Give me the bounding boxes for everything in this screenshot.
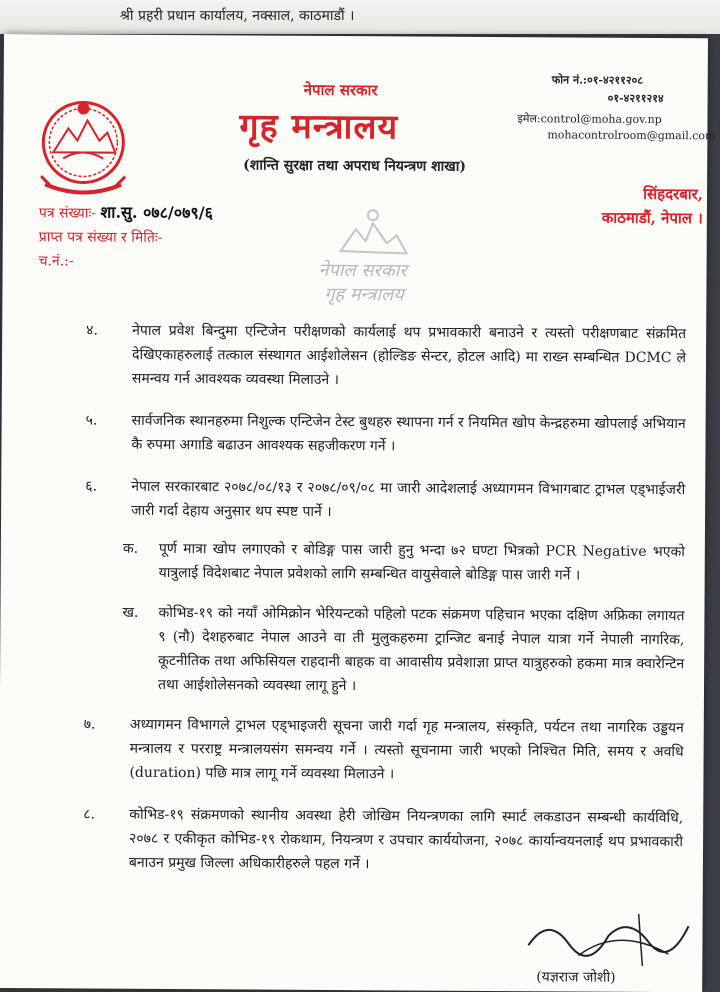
government-heading: नेपाल सरकार bbox=[303, 80, 378, 100]
underlying-document-text: श्री प्रहरी प्रधान कार्यालय, नक्साल, काठमाडौं । bbox=[120, 8, 355, 24]
phone-number-1: ०१-४२११२०८ bbox=[586, 73, 644, 87]
list-item bbox=[85, 475, 685, 527]
received-letter-label: प्राप्त पत्र संख्या र मितिः- bbox=[38, 229, 163, 246]
handwritten-signature-icon bbox=[518, 905, 698, 976]
sub-item-number: क. bbox=[122, 540, 139, 557]
list-item bbox=[85, 409, 685, 461]
item-text: सार्वजनिक स्थानहरुमा निशुल्क एन्टिजेन टेस्ट बुथहरु स्थापना गर्न र नियमित खोप केन्द्रहरुमा खोपलाई अभियान कै रुपमा अगाडि बढाउन आवश्यक सहजीकरण गर्ने । bbox=[131, 412, 686, 455]
letter-sheet bbox=[0, 34, 716, 992]
watermark-text-2: गृह मन्त्रालय bbox=[324, 283, 404, 306]
list-item bbox=[83, 802, 683, 878]
item-text: नेपाल सरकारबाट २०७८/०८/१३ र २०७८/०९/०८ मा जारी आदेशलाई अध्यागमन विभागबाट ट्राभल एड्भाईजरी जारी गर्दा देहाय अनुसार थप स्पष्ट पार्ने । bbox=[131, 478, 686, 521]
letter-number-label: पत्र संख्याः- bbox=[38, 205, 97, 222]
item-number: ७. bbox=[83, 716, 96, 733]
sub-list-item bbox=[122, 601, 685, 700]
letter-body bbox=[83, 319, 686, 897]
phone-label: फोन नं.: bbox=[551, 73, 588, 87]
signatory-name: (यज्ञराज जोशी) bbox=[536, 969, 616, 986]
item-number: ४. bbox=[86, 322, 98, 339]
watermark-text-1: नेपाल सरकार bbox=[318, 259, 407, 282]
item-number: ५. bbox=[85, 412, 98, 429]
phone-block bbox=[552, 71, 664, 108]
division-subtitle: (शान्ति सुरक्षा तथा अपराध नियन्त्रण शाखा) bbox=[243, 157, 467, 175]
address-line-2: काठमाडौं, नेपाल । bbox=[601, 208, 703, 228]
list-item bbox=[86, 319, 686, 395]
email-address-1: control@moha.gov.np bbox=[540, 112, 662, 127]
ministry-title: गृह मन्त्रालय bbox=[239, 106, 399, 148]
item-number: ६. bbox=[85, 478, 98, 495]
item-text: अध्यागमन विभागले ट्राभल एड्भाइजरी सूचना जारी गर्दा गृह मन्त्रालय, संस्कृति, पर्यटन तथा नागरिक उड्डयन मन्त्रालय र परराष्ट्र मन्त्रालयसंग समन्वय गर्ने । त्यस्तो सूचनामा जारी भएको निश्चित मिति, समय र अवधि (duration) पछि मात्र लागू गर्ने व्यवस्था मिलाउने । bbox=[129, 716, 684, 783]
item-text: कोभिड-१९ संक्रमणको स्थानीय अवस्था हेरी जोखिम नियन्त्रणका लागि स्मार्ट लकडाउन सम्बन्धी कार्यविधि, २०७८ र एकीकृत कोभिड-१९ रोकथाम, नियन्त्रण र उपचार कार्ययोजना, २०७८ कार्यान्वयनलाई थप प्रभावकारी बनाउन प्रमुख जिल्ला अधिकारीहरुले पहल गर्ने । bbox=[128, 806, 684, 873]
email-address-2: mohacontrolroom@gmail.com bbox=[547, 128, 716, 143]
reference-meta bbox=[39, 200, 213, 274]
email-label: इमेल: bbox=[517, 112, 541, 126]
nepal-emblem-icon bbox=[33, 88, 134, 207]
dispatch-number-label: च.नं.:- bbox=[38, 253, 74, 270]
address-block bbox=[563, 181, 703, 230]
letter-number-value: शा.सु. ०७८/०७९/६ bbox=[100, 202, 214, 223]
item-number: ८. bbox=[83, 806, 96, 823]
sub-item-text: कोभिड-१९ को नयाँ ओमिक्रोन भेरियन्टको पहिलो पटक संक्रमण पहिचान भएका दक्षिण अफ्रिका लगायत ९ (नौ) देशहरुबाट नेपाल आउने वा ती मुलुकहरुमा ट्रान्जिट बनाई नेपाल यात्रा गर्ने नेपाली नागरिक, कूटनीतिक तथा अफिसियल राहदानी बाहक वा आवासीय प्रवेशाज्ञा प्राप्त यात्रुहरुको हकमा मात्र क्वारेन्टिन तथा आईशोलेसनको व्यवस्था लागू हुने । bbox=[157, 604, 685, 695]
sub-item-text: पूर्ण मात्रा खोप लगाएको र बोडिङ्ग पास जारी हुनु भन्दा ७२ घण्टा भित्रको PCR Negative भएको यात्रुलाई विदेशबाट नेपाल प्रवेशको लागि सम्बन्धित वायुसेवाले बोडिङ्ग पास जारी गर्ने । bbox=[158, 540, 685, 584]
item-text: नेपाल प्रवेश बिन्दुमा एन्टिजेन परीक्षणको कार्यलाई थप प्रभावकारी बनाउने र त्यस्तो परीक्षणबाट संक्रमित देखिएकाहरुलाई तत्काल संस्थागत आईशोलेसन (होल्डिङ सेन्टर, होटल आदि) मा राख्न सम्बन्धित DCMC ले समन्वय गर्न आवश्यक व्यवस्था मिलाउने । bbox=[131, 322, 687, 389]
address-line-1: सिंहदरबार, bbox=[643, 184, 704, 204]
list-item bbox=[83, 713, 683, 789]
underlying-document-strip bbox=[0, 0, 720, 34]
sub-list-item bbox=[123, 537, 685, 588]
sub-item-number: ख. bbox=[122, 604, 139, 621]
phone-number-2: ०१-४२११२१४ bbox=[607, 91, 664, 106]
email-block bbox=[517, 111, 715, 144]
